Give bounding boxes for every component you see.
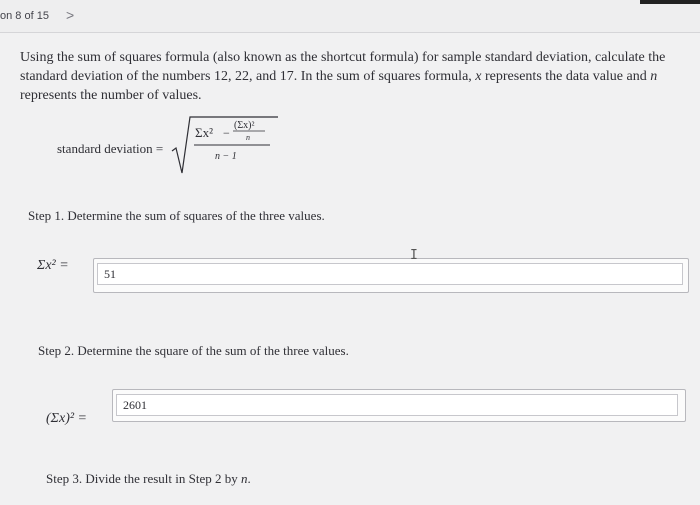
square-of-sum-label: (Σx)² =: [46, 411, 88, 426]
square-of-sum-input[interactable]: [116, 394, 678, 416]
standard-deviation-formula: [170, 115, 280, 177]
question-panel: [0, 33, 700, 505]
formula-graphic: [170, 115, 280, 177]
denominator: n − 1: [215, 151, 237, 162]
question-text-part: represents the data value and: [481, 69, 651, 84]
sum-of-squares-input[interactable]: [97, 263, 683, 285]
top-bar: [0, 0, 700, 33]
inner-numerator: (Σx)²: [234, 120, 255, 131]
inner-denominator: n: [246, 133, 250, 142]
question-counter: on 8 of 15: [0, 10, 49, 22]
sum-of-squares-answer-box: [93, 258, 689, 293]
progress-bar: [640, 0, 700, 4]
step-3-text: [46, 471, 251, 487]
formula-label: standard deviation =: [57, 141, 164, 156]
variable-n: n: [650, 69, 658, 84]
question-text: [20, 48, 692, 105]
question-text-part: represents the number of values.: [20, 88, 202, 103]
next-question-chevron-icon[interactable]: >: [66, 7, 75, 23]
step-2-text: Step 2. Determine the square of the sum of the three values.: [38, 343, 349, 358]
text-cursor-icon: I: [410, 248, 418, 263]
minus-sign: −: [223, 126, 230, 140]
step-1-text: Step 1. Determine the sum of squares of the three values.: [28, 208, 325, 223]
step-3-text-part: Step 3. Divide the result in Step 2 by: [46, 471, 241, 486]
square-of-sum-answer-box: [112, 389, 686, 422]
variable-n: n: [240, 471, 248, 486]
sum-of-squares-label: Σx² =: [37, 258, 69, 273]
step-3-text-part: .: [247, 471, 251, 486]
question-text-part: Using the sum of squares formula (also known as the shortcut formula) for sample standard deviation, calculate the standard deviation of the numbers 12, 22, and 17. In the sum of squares formula,: [20, 50, 666, 84]
variable-x: x: [475, 69, 482, 84]
numerator-sum-squares: Σx²: [195, 125, 213, 140]
